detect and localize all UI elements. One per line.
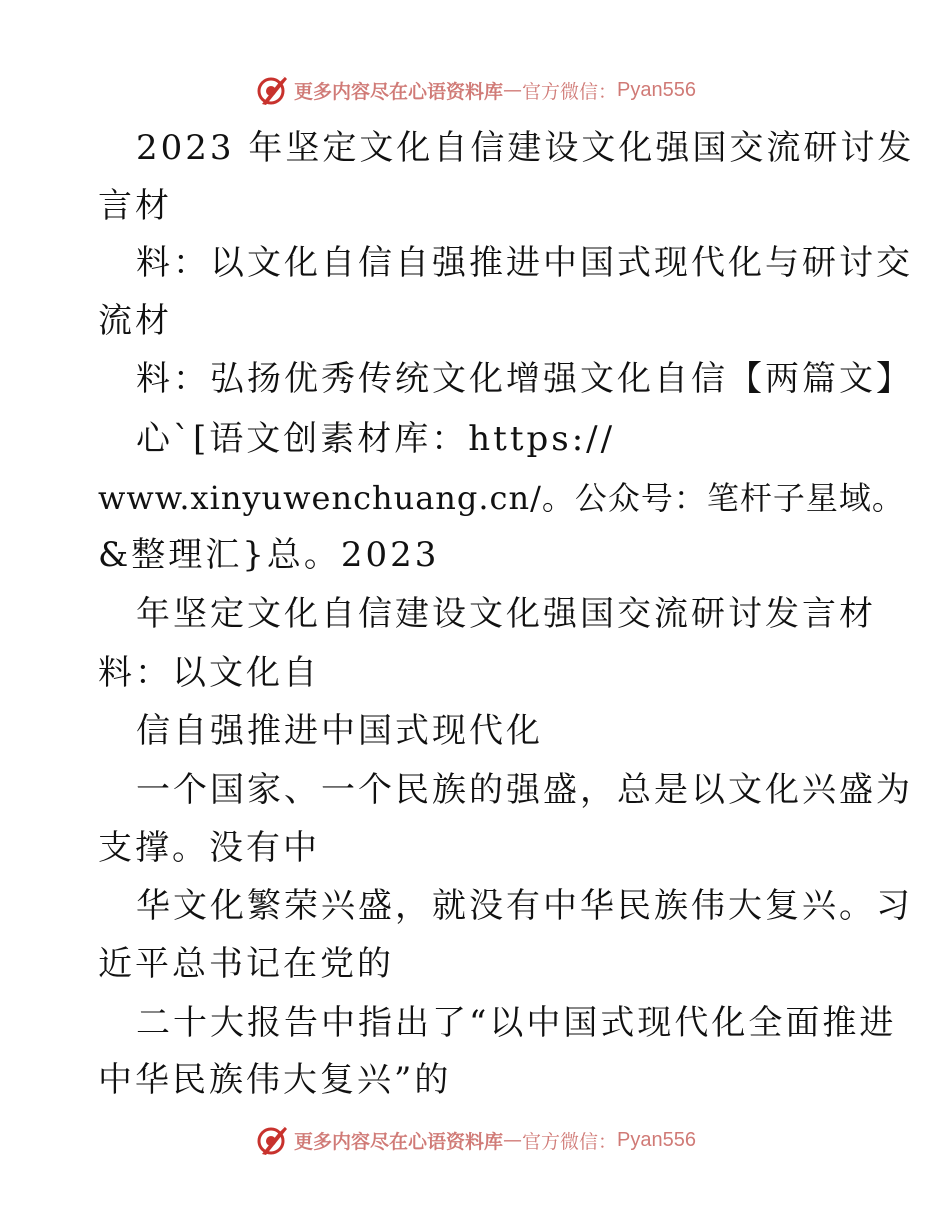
body-line: 言材 — [98, 186, 172, 226]
banner-separator: — — [503, 79, 523, 101]
body-line: 2023 年坚定文化自信建设文化强国交流研讨发 — [136, 128, 915, 168]
body-line: 料：弘扬优秀传统文化增强文化自信【两篇文】 — [136, 359, 913, 399]
body-line: 华文化繁荣兴盛，就没有中华民族伟大复兴。习 — [136, 886, 913, 926]
body-line: 流材 — [98, 301, 172, 341]
body-line: 信自强推进中国式现代化 — [136, 711, 543, 751]
quill-pen-logo-icon — [254, 72, 290, 108]
body-line: 二十大报告中指出了“以中国式现代化全面推进 — [136, 1003, 897, 1043]
banner-wechat-label: 官方微信： — [522, 1130, 618, 1153]
banner-wechat-id: Pyan556 — [617, 78, 696, 101]
banner-separator: — — [503, 1129, 523, 1151]
body-line: 一个国家、一个民族的强盛，总是以文化兴盛为 — [136, 770, 913, 810]
quill-pen-logo-icon — [254, 1122, 290, 1158]
body-line: 中华民族伟大复兴”的 — [98, 1060, 452, 1100]
banner-wechat-label: 官方微信： — [522, 80, 618, 103]
footer-banner — [0, 1120, 950, 1160]
header-banner — [0, 70, 950, 110]
body-line: &整理汇}总。2023 — [98, 535, 440, 575]
body-line: 近平总书记在党的 — [98, 944, 394, 984]
banner-main-text: 更多内容尽在心语资料库 — [294, 1130, 504, 1153]
banner-main-text: 更多内容尽在心语资料库 — [294, 80, 504, 103]
body-line: 支撑。没有中 — [98, 828, 320, 868]
body-line: www.xinyuwenchuang.cn/。公众号：笔杆子星域。 — [98, 479, 905, 517]
body-line: 心`[语文创素材库：https:// — [136, 419, 616, 459]
body-line: 料：以文化自 — [98, 653, 320, 693]
banner-wechat-id: Pyan556 — [617, 1128, 696, 1151]
body-line: 年坚定文化自信建设文化强国交流研讨发言材 — [136, 594, 876, 634]
body-line: 料：以文化自信自强推进中国式现代化与研讨交 — [136, 243, 913, 283]
